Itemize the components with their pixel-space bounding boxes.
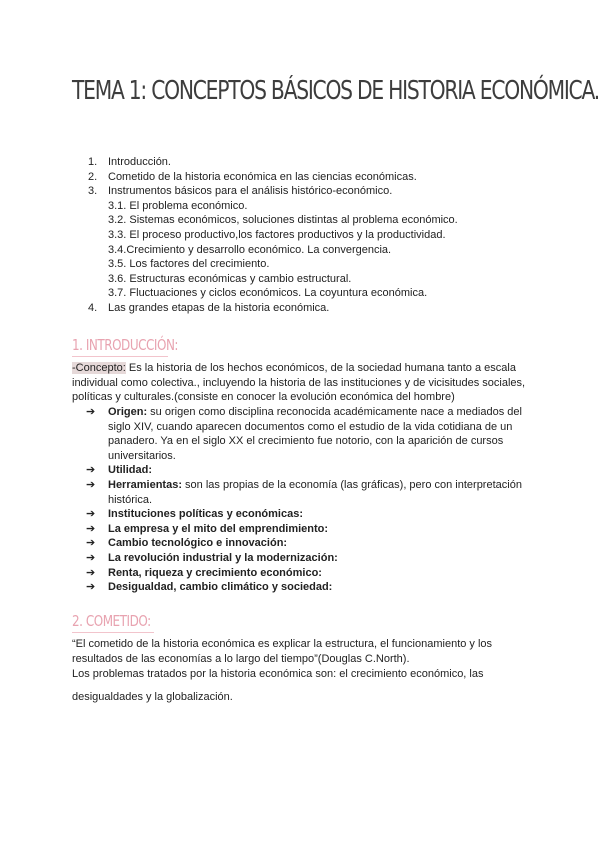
bullet-item-herramientas: ➔ Herramientas: son las propias de la economía (las gráficas), pero con interpretación histórica. xyxy=(86,478,522,506)
topic-bullet-list xyxy=(86,405,528,595)
toc-subitem: 3.4.Crecimiento y desarrollo económico. La convergencia. xyxy=(108,243,392,256)
bullet-item-renta: ➔ Renta, riqueza y crecimiento económico: xyxy=(86,566,322,579)
arrow-bullet-icon: ➔ xyxy=(86,551,96,564)
toc-item: 2. Cometido de la historia económica en las ciencias económicas. xyxy=(88,170,417,183)
toc-subitem: 3.5. Los factores del crecimiento. xyxy=(108,258,270,271)
concept-label: -Concepto: xyxy=(72,362,126,374)
toc-subitem: 3.3. El proceso productivo,los factores productivos y la productividad. xyxy=(108,228,446,241)
toc-subitem: 3.7. Fluctuaciones y ciclos económicos. La coyuntura económica. xyxy=(108,287,428,300)
heading-underline xyxy=(72,632,154,633)
toc-subitem: 3.6. Estructuras económicas y cambio estructural. xyxy=(108,272,352,285)
page-title: TEMA 1: CONCEPTOS BÁSICOS DE HISTORIA ECONÓMICA. xyxy=(72,76,599,106)
toc-item: 1. Introducción. xyxy=(88,156,171,168)
problems-line-2: desigualdades y la globalización. xyxy=(72,691,233,703)
north-quote: “El cometido de la historia económica es explicar la estructura, el funcionamiento y los resultados de las economías a lo largo del tiempo”(Douglas C.North). xyxy=(72,638,493,665)
bullet-item-utilidad: ➔ Utilidad: xyxy=(86,464,152,477)
bullet-item-cambio-tecnologico: ➔ Cambio tecnológico e innovación: xyxy=(86,537,288,550)
arrow-bullet-icon: ➔ xyxy=(86,581,96,594)
toc-subitem: 3.1. El problema económico. xyxy=(108,199,248,212)
bullet-item-origen: ➔ Origen: su origen como disciplina reconocida académicamente nace a mediados del siglo XIV, cuando aparecen documentos como el estudio de la vida cotidiana de un panadero. Ya en el siglo XX el crecimiento fue notorio, con la aparición de cursos universitarios. xyxy=(86,406,522,462)
toc-item: 3. Instrumentos básicos para el análisis histórico-económico. xyxy=(88,185,393,198)
table-of-contents xyxy=(88,155,568,316)
bullet-item-empresa: ➔ La empresa y el mito del emprendimiento: xyxy=(86,522,329,535)
section-heading-cometido: 2. COMETIDO: xyxy=(72,612,151,630)
concept-paragraph xyxy=(72,361,532,405)
arrow-bullet-icon: ➔ xyxy=(86,464,96,477)
arrow-bullet-icon: ➔ xyxy=(86,522,96,535)
bullet-item-desigualdad: ➔ Desigualdad, cambio climático y sociedad: xyxy=(86,581,333,594)
section-heading-introduccion: 1. INTRODUCCIÓN: xyxy=(72,336,178,354)
heading-underline xyxy=(72,356,168,357)
toc-subitem: 3.2. Sistemas económicos, soluciones distintas al problema económico. xyxy=(108,214,458,227)
arrow-bullet-icon: ➔ xyxy=(86,478,96,491)
arrow-bullet-icon: ➔ xyxy=(86,537,96,550)
concept-text: Es la historia de los hechos económicos, de la sociedad humana tanto a escala individual como colectiva., incluyendo la historia de las instituciones y de vicisitudes sociales, políticas y culturales.(consiste en conocer la evolución económica del hombre) xyxy=(72,362,526,404)
problems-line-1: Los problemas tratados por la historia económica son: el crecimiento económico, las xyxy=(72,668,484,680)
arrow-bullet-icon: ➔ xyxy=(86,508,96,521)
arrow-bullet-icon: ➔ xyxy=(86,406,96,418)
arrow-bullet-icon: ➔ xyxy=(86,566,96,579)
bullet-item-instituciones: ➔ Instituciones políticas y económicas: xyxy=(86,508,303,521)
bullet-item-revolucion-industrial: ➔ La revolución industrial y la modernización: xyxy=(86,551,338,564)
toc-item: 4. Las grandes etapas de la historia económica. xyxy=(88,301,330,314)
